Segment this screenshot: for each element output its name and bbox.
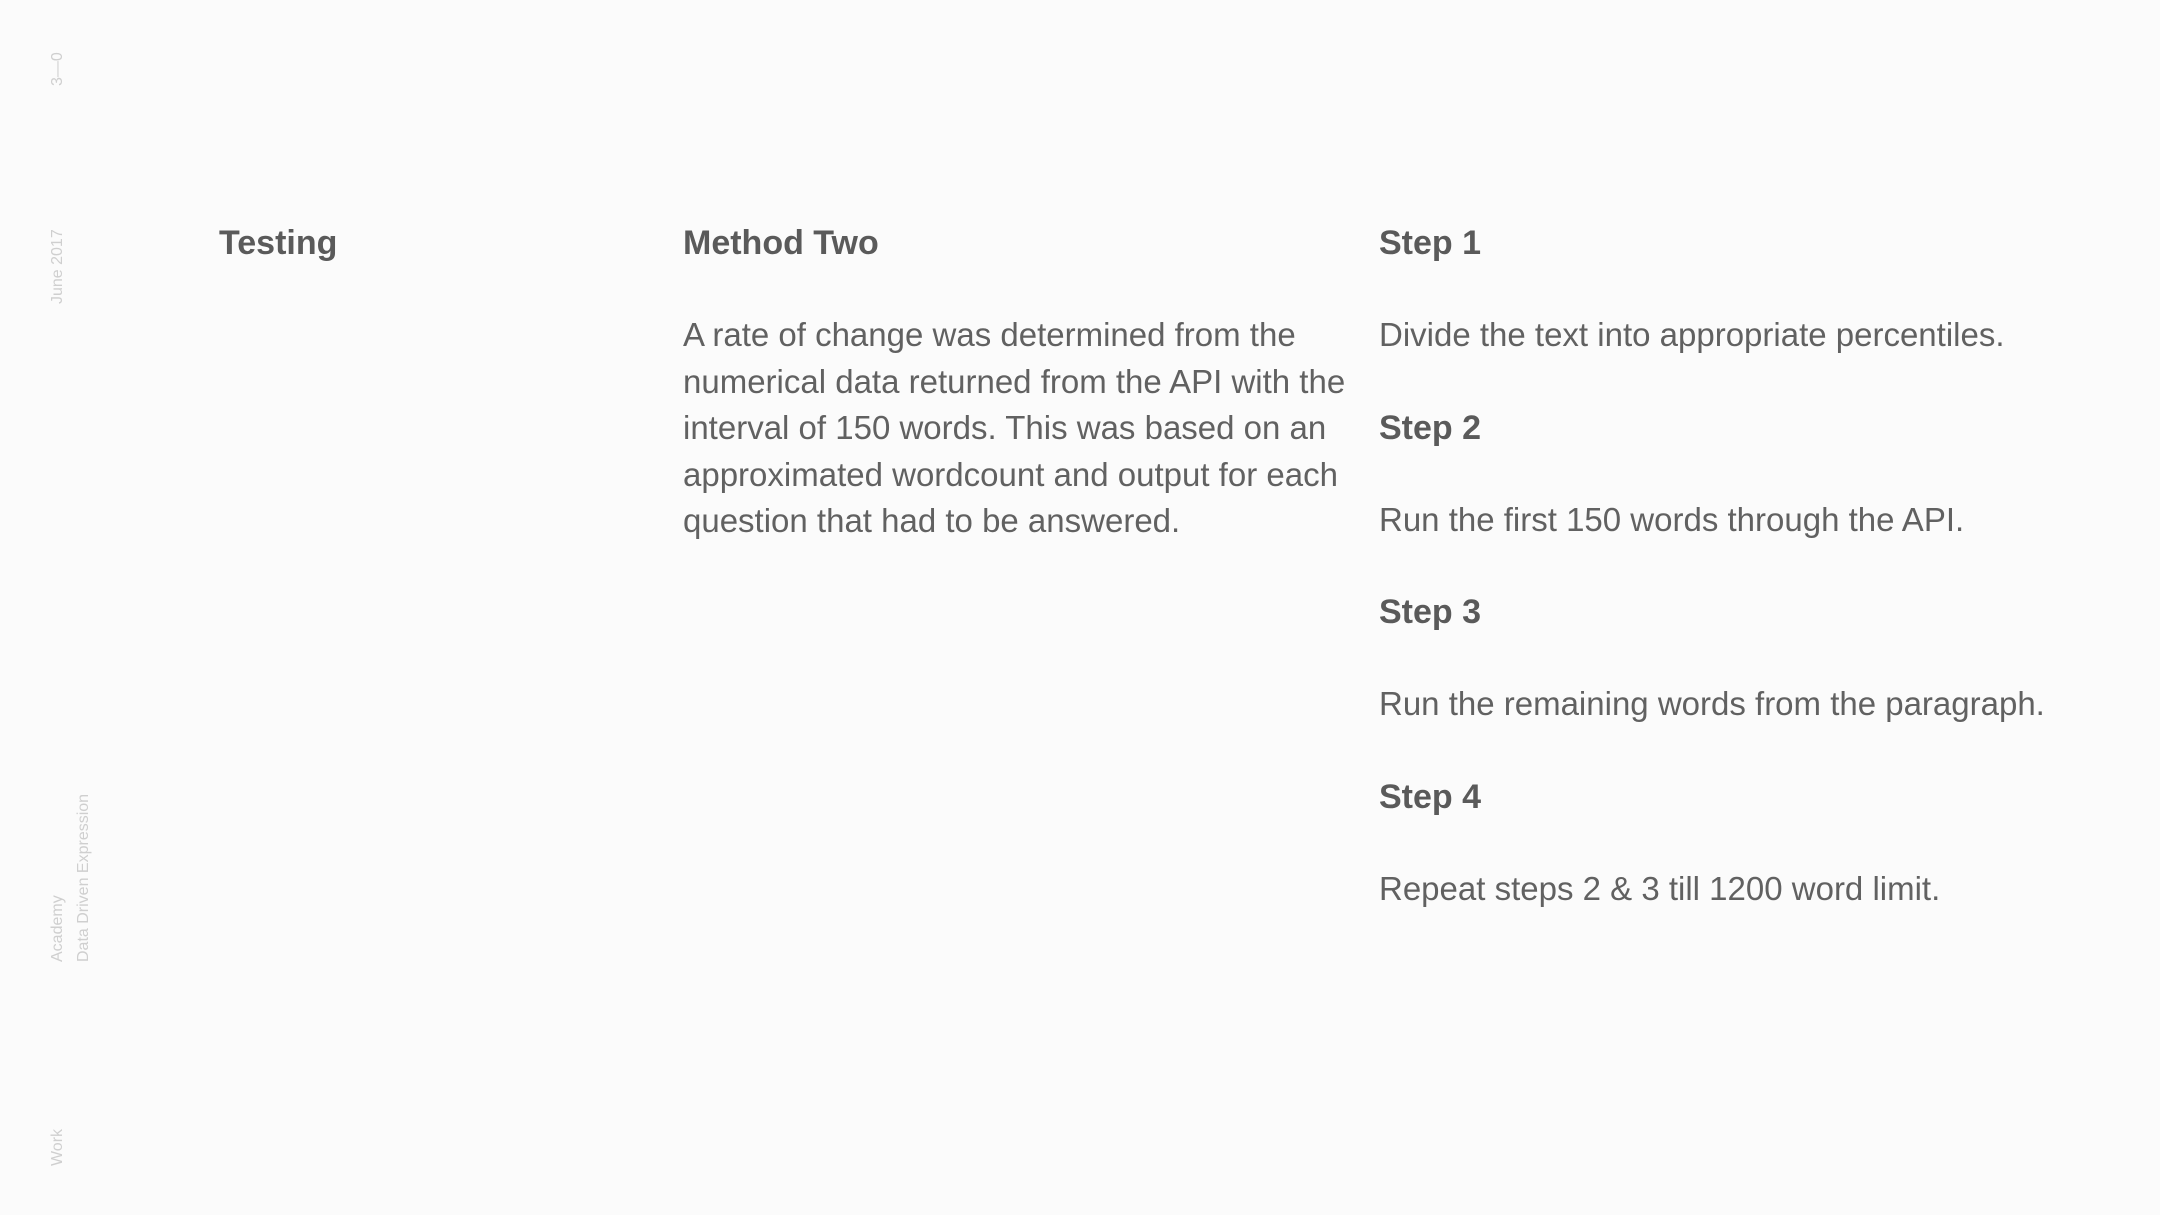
page-number: 3—0 — [49, 52, 66, 86]
date-label: June 2017 — [49, 229, 66, 304]
step-item — [1379, 220, 2119, 359]
step-text: Run the first 150 words through the API. — [1379, 500, 1965, 538]
category-label: Work — [49, 1128, 66, 1166]
step-text: Divide the text into appropriate percentiles. — [1379, 316, 2005, 353]
step-title: Step 3 — [1379, 593, 1482, 631]
method-title: Method Two — [683, 224, 879, 262]
section-column — [219, 220, 639, 266]
step-title: Step 4 — [1379, 777, 1482, 816]
step-text: Repeat steps 2 & 3 till 1200 word limit. — [1379, 869, 1941, 907]
step-item — [1379, 405, 2119, 544]
step-item — [1379, 589, 2119, 728]
section-title: Testing — [219, 224, 338, 262]
step-title: Step 2 — [1379, 408, 1482, 447]
step-item — [1379, 774, 2119, 913]
project-label-title: Data Driven Expression — [75, 793, 92, 962]
step-title: Step 1 — [1379, 224, 1482, 262]
method-column — [683, 220, 1363, 545]
project-label-academy: Academy — [49, 895, 66, 962]
steps-column — [1379, 220, 2119, 912]
step-text: Run the remaining words from the paragraph. — [1379, 685, 2045, 722]
method-description: A rate of change was determined from the numerical data returned from the API with the interval of 150 words. This was based on an approximated wordcount and output for each question that had to be answered. — [683, 316, 1346, 539]
